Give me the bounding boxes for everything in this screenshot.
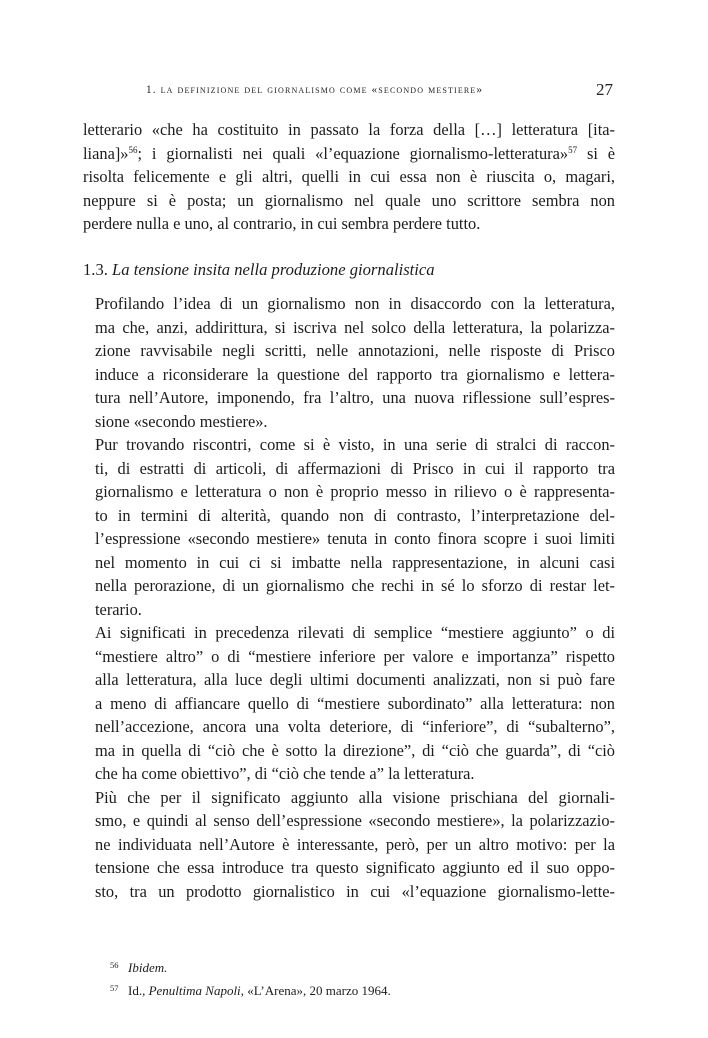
footnote-text: , «L’Arena», 20 marzo 1964.	[240, 983, 391, 998]
text-line: terario.	[95, 599, 142, 619]
paragraph	[83, 621, 615, 786]
footnote-number: 56	[110, 960, 119, 970]
paragraph	[83, 433, 615, 621]
footnote-italic-text: Ibidem.	[128, 960, 168, 975]
text-line: ti, di estratti di articoli, di affermazioni di Prisco in cui il rapporto tra	[95, 458, 615, 478]
footnote-56	[110, 955, 391, 978]
text-line: tura nell’Autore, imponendo, fra l’altro, una nuova riflessione sull’espres-	[95, 388, 615, 407]
paragraph	[83, 292, 615, 433]
section-body	[83, 292, 615, 903]
text-line: alla letteratura, alla luce degli ultimi documenti analizzati, non si può fare	[95, 670, 615, 689]
footnote-text: Id.,	[128, 983, 149, 998]
text-line: ne individuata nell’Autore è interessante, però, per un altro motivo: per la	[95, 834, 615, 854]
text-line: Più che per il significato aggiunto alla visione prischiana del giornali-	[95, 787, 615, 807]
text-line: Pur trovando riscontri, come si è visto, in una serie di stralci di raccon-	[95, 435, 615, 454]
footnote-ref-57[interactable]: 57	[568, 144, 578, 155]
footnote-ref-56[interactable]: 56	[128, 144, 138, 155]
text-line: zione ravvisabile negli scritti, nelle annotazioni, nelle risposte di Prisco	[95, 341, 615, 360]
text-span: si è	[577, 143, 616, 163]
text-line	[83, 142, 615, 166]
text-line: l’espressione «secondo mestiere» tenuta in conto finora scopre i suoi limiti	[95, 529, 615, 548]
text-span: liana]»	[83, 143, 129, 163]
text-line: che ha come obiettivo”, di “ciò che tende a” la letteratura.	[95, 764, 475, 783]
text-span: ; i giornalisti nei quali «l’equazione giornalismo-letteratura»	[137, 143, 569, 163]
continued-paragraph	[83, 118, 615, 236]
text-line: tensione che essa introduce tra questo significato aggiunto ed il suo oppo-	[95, 858, 615, 877]
footnotes	[110, 955, 391, 1001]
text-line: ma in quella di “ciò che è sotto la direzione”, di “ciò che guarda”, di “ciò	[95, 740, 615, 760]
text-line: perdere nulla e uno, al contrario, in cui sembra perdere tutto.	[83, 214, 481, 233]
text-line: sione «secondo mestiere».	[95, 411, 268, 431]
footnote-number: 57	[110, 983, 119, 993]
page-number: 27	[596, 80, 613, 99]
paragraph	[83, 786, 615, 904]
text-line: sto, tra un prodotto giornalistico in cui «l’equazione giornalismo-lette-	[95, 881, 615, 901]
text-line: letterario «che ha costituito in passato la forza della […] letteratura [ita-	[83, 120, 615, 139]
running-title: 1. la definizione del giornalismo come «secondo mestiere»	[146, 84, 484, 96]
text-line: risolta felicemente e gli altri, quelli in cui essa non è riuscita o, magari,	[83, 167, 615, 186]
section-title: La tensione insita nella produzione giornalistica	[112, 260, 435, 279]
footnote-italic-text: Penultima Napoli	[148, 983, 241, 998]
text-line: neppure si è posta; un giornalismo nel quale uno scrittore sembra non	[83, 190, 615, 210]
section-number: 1.3.	[83, 260, 108, 279]
text-line: nel momento in cui ci si imbatte nella rappresentazione, in alcuni casi	[95, 552, 615, 572]
text-line: ma che, anzi, addirittura, si iscriva nel solco della letteratura, la polarizza-	[95, 317, 615, 337]
text-line: giornalismo e letteratura o non è proprio messo in rilievo o è rappresenta-	[95, 482, 615, 501]
section-heading	[83, 258, 435, 282]
text-line: Ai significati in precedenza rilevati di semplice “mestiere aggiunto” o di	[95, 623, 615, 642]
footnote-57	[110, 978, 391, 1001]
text-line: Profilando l’idea di un giornalismo non in disaccordo con la letteratura,	[95, 294, 615, 313]
text-line: “mestiere altro” o di “mestiere inferiore per valore e importanza” rispetto	[95, 646, 615, 666]
text-line: a meno di affiancare quello di “mestiere subordinato” alla letteratura: non	[95, 693, 615, 713]
text-line: induce a riconsiderare la questione del rapporto tra giornalismo e lettera-	[95, 364, 615, 384]
text-line: smo, e quindi al senso dell’espressione «secondo mestiere», la polarizzazio-	[95, 811, 615, 830]
text-line: to in termini di alterità, quando non di contrasto, l’interpretazione del-	[95, 505, 615, 525]
running-header	[118, 80, 613, 104]
text-line: nell’accezione, ancora una volta deteriore, di “inferiore”, di “subalterno”,	[95, 717, 615, 736]
text-line: nella perorazione, di un giornalismo che rechi in sé lo sforzo di restar let-	[95, 576, 615, 595]
